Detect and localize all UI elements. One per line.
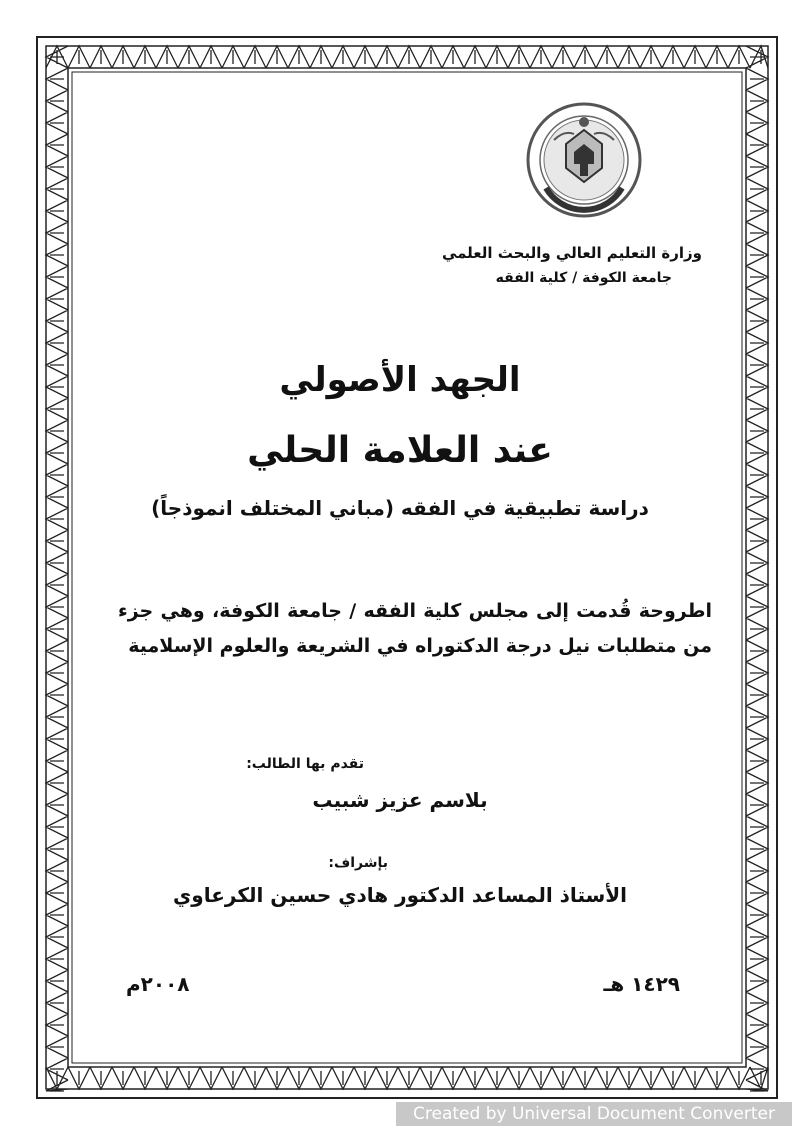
- university-college-name: جامعة الكوفة / كلية الفقه: [495, 270, 672, 286]
- hijri-date: ١٤٢٩ هـ: [603, 972, 680, 996]
- gregorian-date: ٢٠٠٨م: [126, 972, 190, 996]
- converter-watermark: Created by Universal Document Converter: [396, 1102, 792, 1126]
- university-seal-icon: [524, 100, 644, 220]
- thesis-title-line-2: عند العلامة الحلي: [247, 430, 553, 471]
- student-label: تقدم بها الطالب:: [246, 756, 364, 772]
- thesis-description: اطروحة قُدمت إلى مجلس كلية الفقه / جامعة الكوفة، وهي جزء من متطلبات نيل درجة الدكتوراه في الشريعة والعلوم الإسلامية: [118, 600, 712, 657]
- page-content-area: [74, 74, 740, 1059]
- supervisor-name: الأستاذ المساعد الدكتور هادي حسين الكرعاوي: [172, 883, 628, 907]
- thesis-subtitle: دراسة تطبيقية في الفقه (مباني المختلف انموذجاً): [151, 496, 649, 520]
- student-name: بلاسم عزيز شبيب: [312, 788, 488, 812]
- supervision-label: بإشراف:: [328, 855, 388, 871]
- ministry-name: وزارة التعليم العالي والبحث العلمي: [441, 244, 702, 262]
- thesis-title-line-1: الجهد الأصولي: [279, 360, 521, 400]
